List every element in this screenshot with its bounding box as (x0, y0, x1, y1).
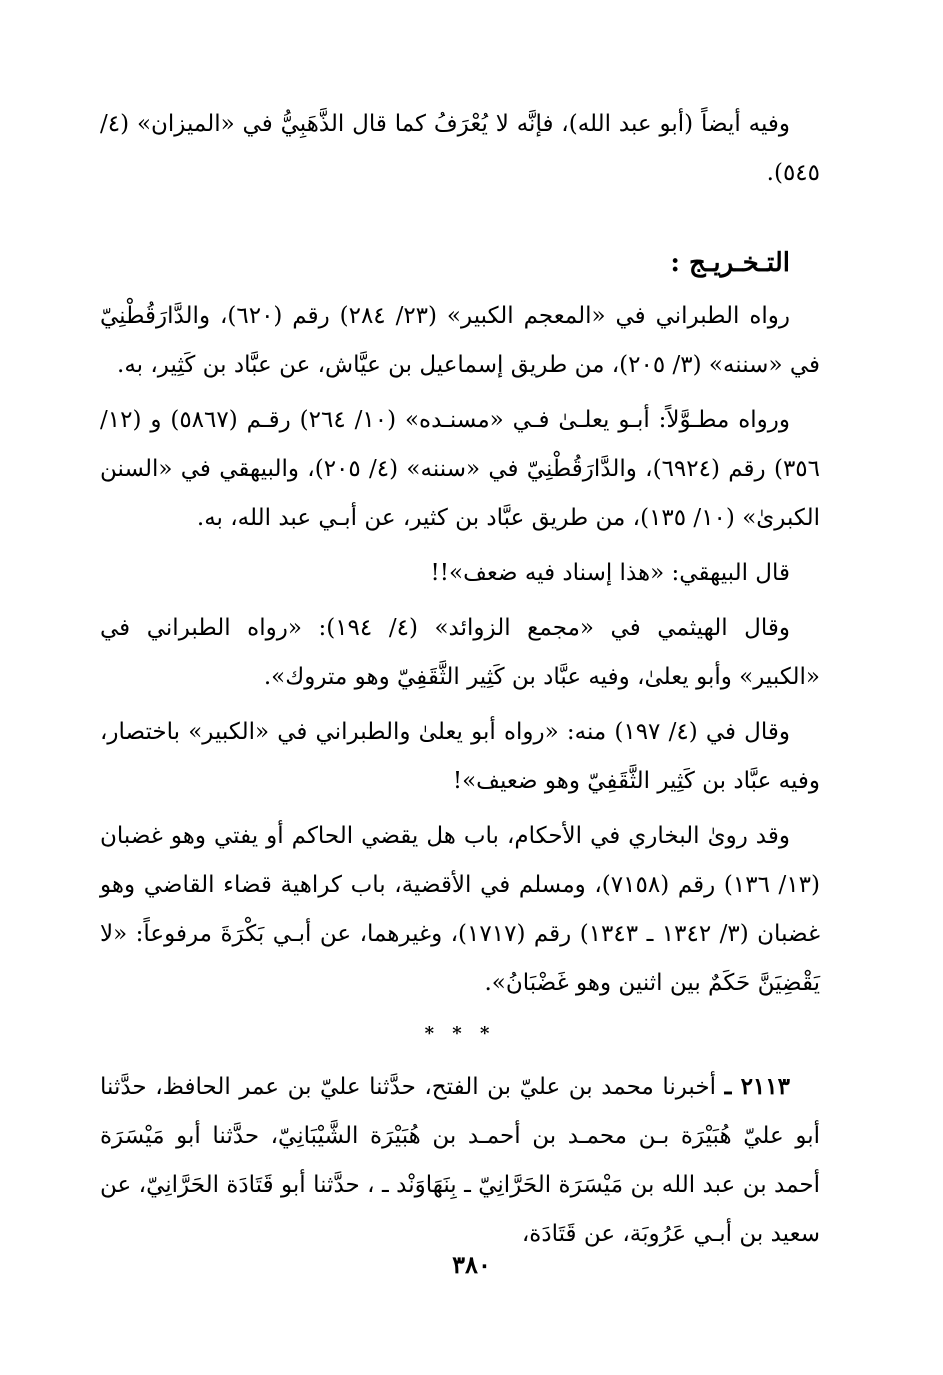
hadith-number: ٢١١٣ ـ (724, 1073, 790, 1100)
takhrij-paragraph-5: وقال في (٤/ ١٩٧) منه: «رواه أبو يعلىٰ والطبراني في «الكبير» باختصار، وفيه عبَّاد بن كَثِير الثَّقَفِيّ وهو ضعيف»! (100, 719, 820, 794)
takhrij-paragraph-6: وقد روىٰ البخاري في الأحكام، باب هل يقضي الحاكم أو يفتي وهو غضبان (١٣/ ١٣٦) رقم (٧١٥٨)، ومسلم في الأقضية، باب كراهية قضاء القاضي وهو غضبان (٣/ ١٣٤٢ ـ ١٣٤٣) رقم (١٧١٧)، وغيرهما، عن أبـي بَكْرَةَ مرفوعاً: «لا يَقْضِيَنَّ حَكَمٌ بين اثنين وهو غَضْبَانُ». (100, 823, 821, 996)
takhrij-paragraph-2: ورواه مطـوَّلاً: أبـو يعلـىٰ فـي «مسنـده» (١٠/ ٢٦٤) رقـم (٥٨٦٧) و (١٢/ ٣٥٦) رقم (٦٩٢٤)، والدَّارَقُطْنِيّ في «سننه» (٤/ ٢٠٥)، والبيهقي في «السنن الكبرىٰ» (١٠/ ١٣٥)، من طريق عبَّاد بن كثير، عن أبـي عبد الله، به. (100, 407, 820, 531)
page-number: ٣٨٠ (452, 1250, 491, 1279)
section-separator: * * * (424, 1023, 496, 1044)
page-body (100, 100, 820, 1265)
takhrij-heading: التـخـريـج : (670, 248, 790, 278)
hadith-text: أخبرنا محمد بن عليّ بن الفتح، حدَّثنا عليّ بن عمر الحافظ، حدَّثنا أبو عليّ هُبَيْرَة بـن محمـد بن أحمـد بن هُبَيْرَة الشَّيْبَانِيّ، حدَّثنا أبو مَيْسَرَة أحمد بن عبد الله بن مَيْسَرَة الحَرَّانِيّ ـ بِنَهَاوَنْد ـ ، حدَّثنا أبو قَتَادَة الحَرَّانِيّ، عن سعيد بن أبـي عَرُوبَة، عن قَتَادَة، (100, 1074, 820, 1247)
intro-paragraph: وفيه أيضاً (أبو عبد الله)، فإنَّه لا يُعْرَفُ كما قال الذَّهَبِيُّ في «الميزان» (٤/ ٥٤٥). (100, 111, 820, 186)
takhrij-paragraph-3: قال البيهقي: «هذا إسناد فيه ضعف»!! (430, 560, 790, 586)
takhrij-paragraph-1: رواه الطبراني في «المعجم الكبير» (٢٣/ ٢٨٤) رقم (٦٢٠)، والدَّارَقُطْنِيّ في «سننه» (٣/ ٢٠٥)، من طريق إسماعيل بن عيَّاش، عن عبَّاد بن كَثِير، به. (100, 303, 820, 378)
takhrij-paragraph-4: وقال الهيثمي في «مجمع الزوائد» (٤/ ١٩٤): «رواه الطبراني في «الكبير» وأبو يعلىٰ، وفيه عبَّاد بن كَثِير الثَّقَفِيّ وهو متروك». (100, 615, 820, 690)
hadith-paragraph (100, 1062, 820, 1259)
